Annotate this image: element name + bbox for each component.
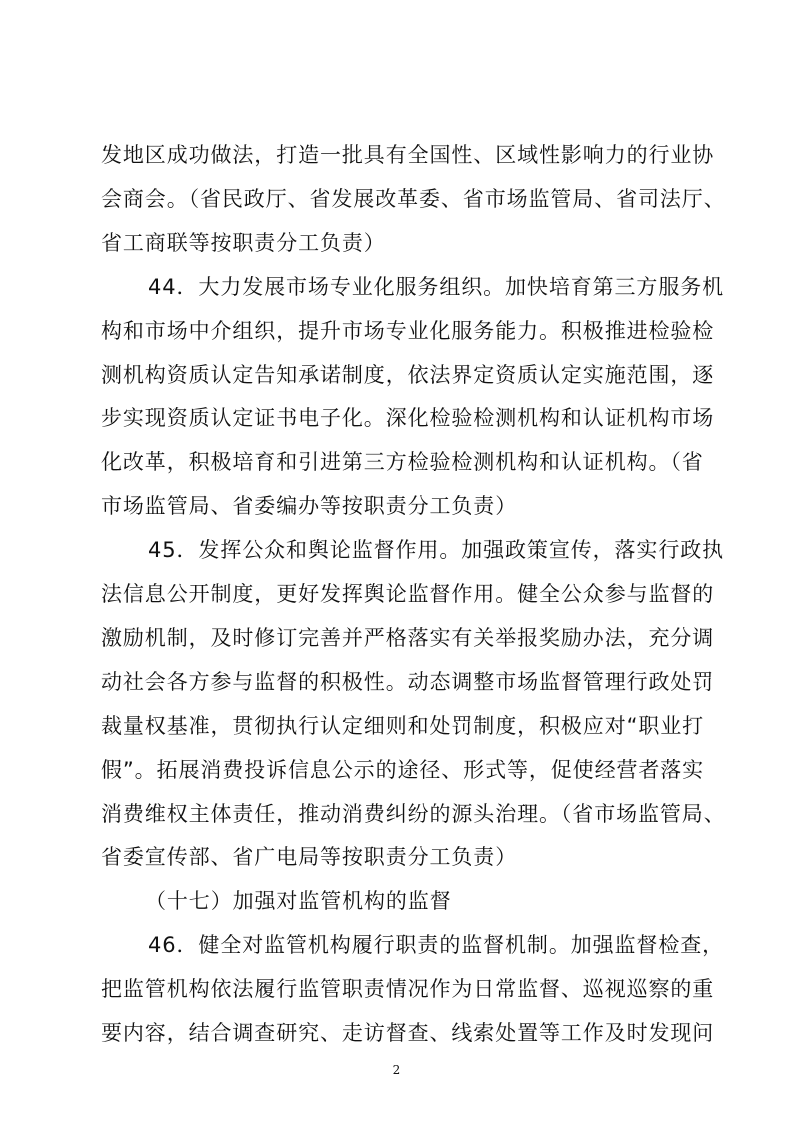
text-line: 46．健全对监管机构履行职责的监督机制。加强监督检查， bbox=[148, 933, 725, 958]
text-line: 步实现资质认定证书电子化。深化检验检测机构和认证机构市场 bbox=[101, 406, 715, 431]
text-line: 把监管机构依法履行监管职责情况作为日常监督、巡视巡察的重 bbox=[101, 977, 715, 1002]
text-line: 发地区成功做法，打造一批具有全国性、区域性影响力的行业协 bbox=[101, 143, 715, 167]
text-line: 消费维权主体责任，推动消费纠纷的源头治理。（省市场监管局、 bbox=[101, 801, 726, 826]
text-line: 市场监管局、省委编办等按职责分工负责） bbox=[101, 494, 518, 519]
section-heading: （十七）加强对监管机构的监督 bbox=[145, 889, 452, 914]
text-line: 构和市场中介组织，提升市场专业化服务能力。积极推进检验检 bbox=[101, 318, 715, 343]
text-line: 45．发挥公众和舆论监督作用。加强政策宣传，落实行政执 bbox=[148, 538, 725, 563]
text-line: 激励机制，及时修订完善并严格落实有关举报奖励办法，充分调 bbox=[101, 625, 715, 650]
text-line: 44．大力发展市场专业化服务组织。加快培育第三方服务机 bbox=[148, 274, 725, 299]
text-line: 裁量权基准，贯彻执行认定细则和处罚制度，积极应对“职业打 bbox=[101, 713, 705, 738]
text-line: 化改革，积极培育和引进第三方检验检测机构和认证机构。（省 bbox=[101, 450, 704, 475]
text-line: 省工商联等按职责分工负责） bbox=[101, 230, 386, 255]
text-line: 法信息公开制度，更好发挥舆论监督作用。健全公众参与监督的 bbox=[101, 582, 715, 606]
text-line: 要内容，结合调查研究、走访督查、线索处置等工作及时发现问 bbox=[101, 1021, 715, 1045]
text-line: 测机构资质认定告知承诺制度，依法界定资质认定实施范围，逐 bbox=[101, 362, 715, 387]
page-number: 2 bbox=[392, 1062, 401, 1077]
text-line: 会商会。（省民政厅、省发展改革委、省市场监管局、省司法厅、 bbox=[101, 186, 726, 211]
text-line: 假”。拓展消费投诉信息公示的途径、形式等，促使经营者落实 bbox=[101, 757, 705, 782]
text-line: 省委宣传部、省广电局等按职责分工负责） bbox=[101, 845, 518, 870]
text-line: 动社会各方参与监督的积极性。动态调整市场监督管理行政处罚 bbox=[101, 669, 715, 694]
